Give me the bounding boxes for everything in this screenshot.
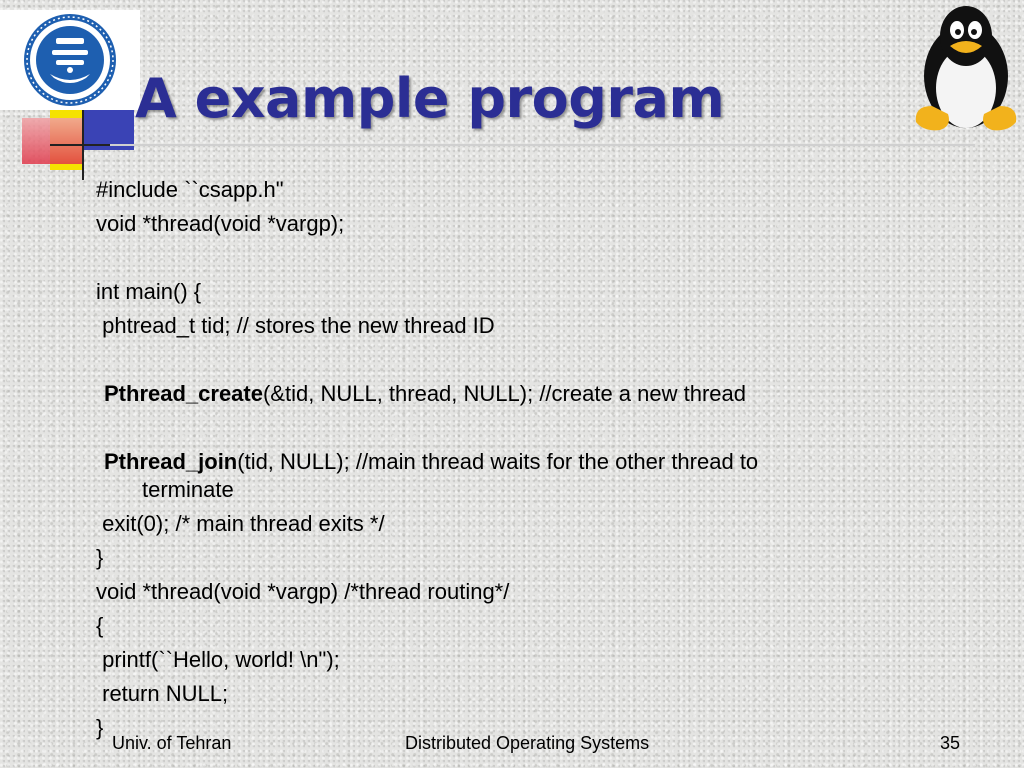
code-line-pthread-create (96, 380, 916, 414)
blank-line (96, 414, 916, 448)
code-line-pthread-join (96, 448, 916, 510)
pthread-create-args: (&tid, NULL, thread, NULL); //create a new thread (262, 381, 746, 406)
footer-university: Univ. of Tehran (112, 733, 232, 753)
slide-title: A example program (135, 67, 725, 130)
title-underline (50, 144, 975, 146)
university-logo (0, 10, 140, 110)
pthread-join-wrapped-text: terminate (142, 477, 234, 502)
code-line: printf(``Hello, world! \n"); (96, 647, 340, 672)
code-line: void *thread(void *vargp); (96, 211, 345, 236)
code-line: } (96, 545, 104, 570)
code-line: } (96, 715, 104, 740)
pthread-create-keyword: Pthread_create (104, 381, 263, 406)
footer-course-title: Distributed Operating Systems (405, 733, 650, 753)
code-line: return NULL; (96, 681, 229, 706)
page-number: 35 (940, 733, 961, 753)
code-line: { (96, 613, 104, 638)
pthread-join-keyword: Pthread_join (104, 449, 238, 474)
blank-line (96, 346, 916, 380)
code-line: #include ``csapp.h" (96, 177, 284, 202)
decor-red-square (22, 118, 84, 164)
tux-penguin-icon (910, 2, 1022, 136)
code-line: exit(0); /* main thread exits */ (96, 511, 385, 536)
blank-line (96, 244, 916, 278)
university-of-tehran-seal-icon (22, 12, 118, 108)
code-line: int main() { (96, 279, 202, 304)
pthread-join-args: (tid, NULL); //main thread waits for the other thread to (237, 449, 759, 474)
code-listing (96, 176, 916, 748)
code-line: phtread_t tid; // stores the new thread ID (96, 313, 495, 338)
code-line: void *thread(void *vargp) /*thread routing*/ (96, 579, 510, 604)
